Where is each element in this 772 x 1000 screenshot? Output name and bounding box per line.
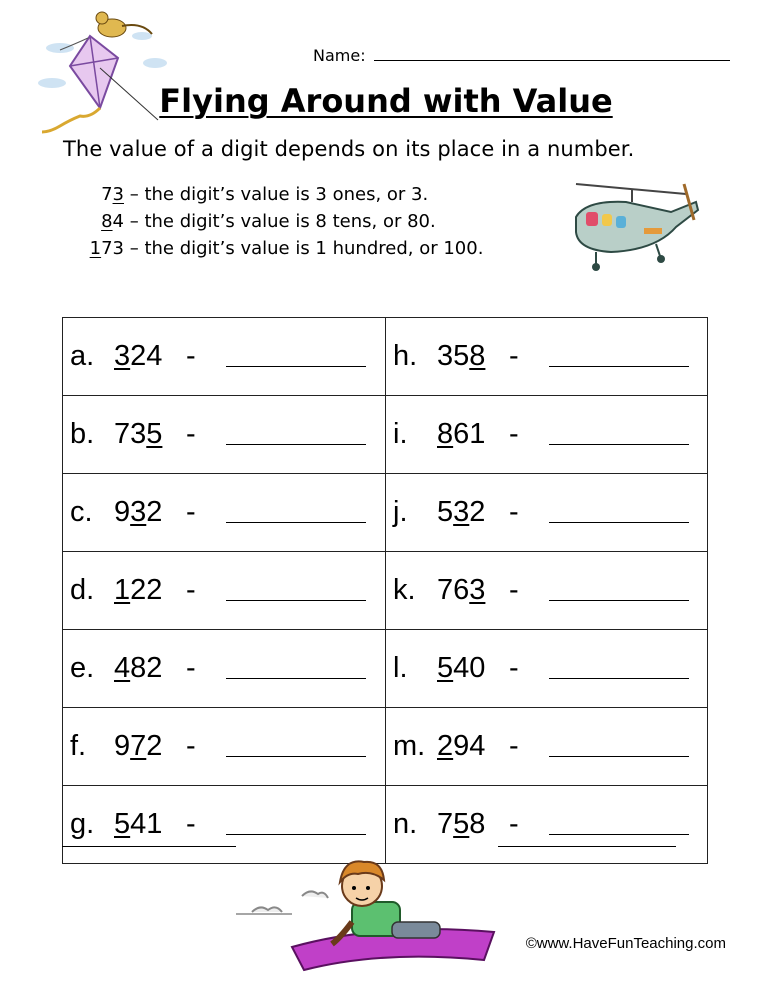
- problem-cell: [63, 396, 386, 474]
- problem-number: [437, 652, 509, 685]
- underlined-digit: 1: [89, 238, 102, 259]
- number-part: 2: [146, 496, 163, 528]
- answer-blank[interactable]: [226, 814, 366, 835]
- problem-cell: [63, 552, 386, 630]
- number-part: 9: [114, 496, 131, 528]
- problem-label: g.: [70, 808, 95, 840]
- answer-blank[interactable]: [226, 736, 366, 757]
- problem-number: [437, 418, 509, 451]
- underlined-digit: 3: [130, 496, 147, 528]
- problem-number: [114, 340, 186, 373]
- problem-row: [63, 708, 708, 786]
- problem-dash: -: [186, 418, 196, 450]
- underlined-digit: 3: [114, 340, 131, 372]
- problem-number: [437, 730, 509, 763]
- example-explanation: – the digit’s value is 8 tens, or 80.: [124, 211, 436, 232]
- carpet-boy-illustration: [232, 852, 507, 972]
- problem-dash: -: [186, 340, 196, 372]
- problem-number: [114, 418, 186, 451]
- underlined-digit: 5: [146, 418, 163, 450]
- problem-cell: [386, 474, 708, 552]
- number-part: 5: [437, 496, 454, 528]
- underlined-digit: 4: [114, 652, 131, 684]
- answer-blank[interactable]: [226, 502, 366, 523]
- problem-label: m.: [393, 730, 426, 762]
- number-part: 8: [469, 808, 486, 840]
- problem-row: [63, 474, 708, 552]
- intro-text: The value of a digit depends on its place in a number.: [63, 137, 635, 161]
- number-part: 73: [101, 238, 124, 259]
- number-part: 94: [453, 730, 486, 762]
- problem-cell: [63, 630, 386, 708]
- example-line: [0, 238, 483, 259]
- answer-blank[interactable]: [549, 814, 689, 835]
- answer-blank[interactable]: [226, 424, 366, 445]
- answer-blank[interactable]: [549, 658, 689, 679]
- problem-label: j.: [393, 496, 408, 528]
- problem-row: [63, 630, 708, 708]
- problem-number: [114, 730, 186, 763]
- problem-dash: -: [186, 496, 196, 528]
- answer-blank[interactable]: [549, 502, 689, 523]
- answer-blank[interactable]: [549, 736, 689, 757]
- problem-label: c.: [70, 496, 93, 528]
- example-number: [0, 184, 124, 205]
- problem-dash: -: [509, 496, 519, 528]
- underlined-digit: 1: [114, 574, 131, 606]
- problem-label: k.: [393, 574, 416, 606]
- number-part: 76: [437, 574, 470, 606]
- number-part: 24: [130, 340, 163, 372]
- problem-label: i.: [393, 418, 408, 450]
- number-part: 7: [437, 808, 454, 840]
- underlined-digit: 5: [453, 808, 470, 840]
- problem-label: h.: [393, 340, 418, 372]
- number-part: 82: [130, 652, 163, 684]
- problem-number: [114, 808, 186, 841]
- problem-cell: [63, 318, 386, 396]
- number-part: 35: [437, 340, 470, 372]
- answer-blank[interactable]: [549, 346, 689, 367]
- problem-dash: -: [509, 418, 519, 450]
- underlined-digit: 8: [437, 418, 454, 450]
- problem-dash: -: [186, 574, 196, 606]
- number-part: 2: [146, 730, 163, 762]
- problem-row: [63, 552, 708, 630]
- problem-row: [63, 318, 708, 396]
- example-explanation: – the digit’s value is 1 hundred, or 100.: [124, 238, 484, 259]
- underlined-digit: 7: [130, 730, 147, 762]
- problem-number: [437, 574, 509, 607]
- number-part: 2: [469, 496, 486, 528]
- example-number: [0, 238, 124, 259]
- problem-cell: [63, 474, 386, 552]
- number-part: 40: [453, 652, 486, 684]
- page-title: Flying Around with Value: [159, 82, 613, 120]
- problem-cell: [386, 708, 708, 786]
- problem-cell: [63, 708, 386, 786]
- problem-dash: -: [509, 340, 519, 372]
- underlined-digit: 5: [114, 808, 131, 840]
- problem-label: f.: [70, 730, 87, 762]
- problem-label: l.: [393, 652, 408, 684]
- problem-number: [114, 496, 186, 529]
- number-part: 9: [114, 730, 131, 762]
- underlined-digit: 3: [469, 574, 486, 606]
- underlined-digit: 3: [112, 184, 124, 205]
- problem-dash: -: [509, 808, 519, 840]
- problem-dash: -: [186, 652, 196, 684]
- problem-dash: -: [186, 808, 196, 840]
- problem-dash: -: [509, 730, 519, 762]
- number-part: 61: [453, 418, 486, 450]
- problem-dash: -: [509, 652, 519, 684]
- answer-blank[interactable]: [549, 424, 689, 445]
- number-part: 4: [112, 211, 124, 232]
- underlined-digit: 3: [453, 496, 470, 528]
- problem-cell: [386, 318, 708, 396]
- underlined-digit: 8: [101, 211, 113, 232]
- problem-cell: [386, 552, 708, 630]
- problem-label: b.: [70, 418, 95, 450]
- problem-dash: -: [509, 574, 519, 606]
- name-field[interactable]: [313, 46, 730, 65]
- answer-blank[interactable]: [549, 580, 689, 601]
- problem-cell: [386, 396, 708, 474]
- name-line[interactable]: [374, 46, 730, 61]
- number-part: 41: [130, 808, 163, 840]
- name-label: Name:: [313, 46, 366, 65]
- answer-blank[interactable]: [226, 346, 366, 367]
- answer-blank[interactable]: [226, 658, 366, 679]
- example-explanation: – the digit’s value is 3 ones, or 3.: [124, 184, 429, 205]
- problem-label: a.: [70, 340, 95, 372]
- problem-label: d.: [70, 574, 95, 606]
- number-part: 7: [101, 184, 113, 205]
- example-line: [0, 184, 428, 205]
- underlined-digit: 8: [469, 340, 486, 372]
- problem-row: [63, 396, 708, 474]
- helicopter-illustration: [556, 172, 706, 277]
- problems-table: [62, 317, 708, 864]
- problem-label: n.: [393, 808, 418, 840]
- problem-label: e.: [70, 652, 95, 684]
- answer-blank[interactable]: [226, 580, 366, 601]
- answer-line[interactable]: [62, 846, 236, 847]
- problem-number: [437, 496, 509, 529]
- number-part: 22: [130, 574, 163, 606]
- problem-number: [114, 574, 186, 607]
- copyright-footer: ©www.HaveFunTeaching.com: [525, 935, 726, 952]
- example-number: [0, 211, 124, 232]
- problem-number: [437, 808, 509, 841]
- underlined-digit: 2: [437, 730, 454, 762]
- number-part: 73: [114, 418, 147, 450]
- problem-dash: -: [186, 730, 196, 762]
- problem-number: [437, 340, 509, 373]
- underlined-digit: 5: [437, 652, 454, 684]
- problem-number: [114, 652, 186, 685]
- problem-cell: [386, 630, 708, 708]
- answer-line[interactable]: [498, 846, 676, 847]
- example-line: [0, 211, 436, 232]
